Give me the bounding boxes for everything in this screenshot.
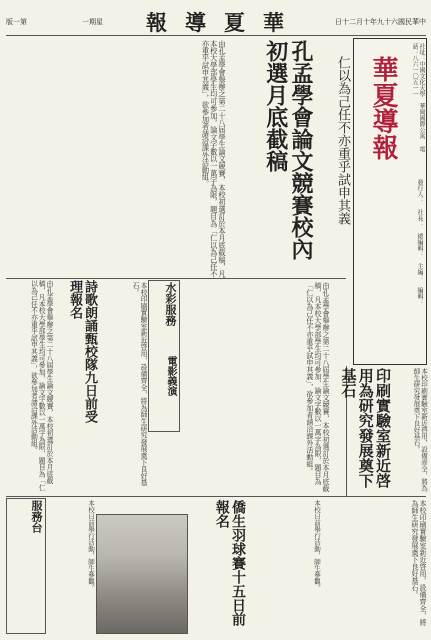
mid-body: 本校印刷實驗室新近啓用，設備齊全，將為師生研究發展奠下良好基石。 (131, 282, 147, 486)
right-body: 本校印刷實驗室新近啓用，設備齊全，將為師生研究發展奠下良好基石。 (412, 368, 428, 492)
badminton-headline: 僑生羽球賽十五日前報名 (213, 500, 246, 626)
service-desk-body: 本校日前舉行活動，師生參觀。 (87, 500, 95, 591)
masthead-logo: 華夏導報 (368, 56, 398, 160)
right-headline: 印刷實驗室新近啓用為研究發展奠下基石 (339, 368, 392, 488)
movie-heading: 電影義演 (165, 356, 176, 396)
service-desk-heading: 服務台 (30, 500, 43, 533)
divider (6, 278, 346, 279)
lead-body: 由孔孟學會舉辦之第二十八屆學生論文競賽，本校初選訂於本月底截稿，凡本校大學部學生均可參加，論文字數以一萬字為限，題目為「仁以為己任不亦重乎試申其義」，欲參加者請洽課外活動組。 (201, 40, 227, 278)
lead-headline: 孔孟學會論文競賽校內初選月底截稿 (262, 40, 314, 260)
mid-article-body: 由孔孟學會舉辦之第二十八屆學生論文競賽，本校初選訂於本月底截稿，凡本校大學部學生均可參加，論文字數以一萬字為限，題目為「仁以為己任不亦重乎試申其義」，欲參加者請洽課外活動組。 (305, 282, 330, 492)
masthead (353, 38, 427, 365)
masthead-info: 社址：中國文化大學 華岡國際公寓 電話：八六一〇五一一 (411, 43, 425, 152)
issue-date: 日十二月十年九十六國民華中 (335, 18, 426, 26)
masthead-staff: 發行人： 社長： 總編輯： 主編： 編輯： (416, 179, 423, 305)
lead-subheadline: 仁以為己任不亦重乎試申其義 (335, 56, 350, 225)
poetry-headline: 詩歌朗誦甄校隊九日前受理報名 (67, 280, 97, 423)
divider (6, 496, 426, 497)
photo-caption: 本校日前舉行活動，師生參觀。 (313, 500, 321, 591)
service-heading: 水彩服務 (164, 282, 177, 326)
edition-label: 版一第 (6, 18, 27, 26)
bottom-right-body: 本校印刷實驗室新近啓用，設備齊全，將為師生研究發展奠下良好基石。 (410, 500, 427, 626)
page-header (6, 5, 426, 36)
weekday-label: 一期星 (82, 18, 103, 26)
page-title: 報導夏華 (146, 10, 302, 35)
news-photo (96, 514, 188, 634)
left-body: 由孔孟學會舉辦之第二十八屆學生論文競賽，本校初選訂於本月底截稿，凡本校大學部學生均可參加，論文字數以一萬字為限，題目為「仁以為己任不亦重乎試申其義」，欲參加者請洽課外活動組。 (29, 280, 53, 491)
